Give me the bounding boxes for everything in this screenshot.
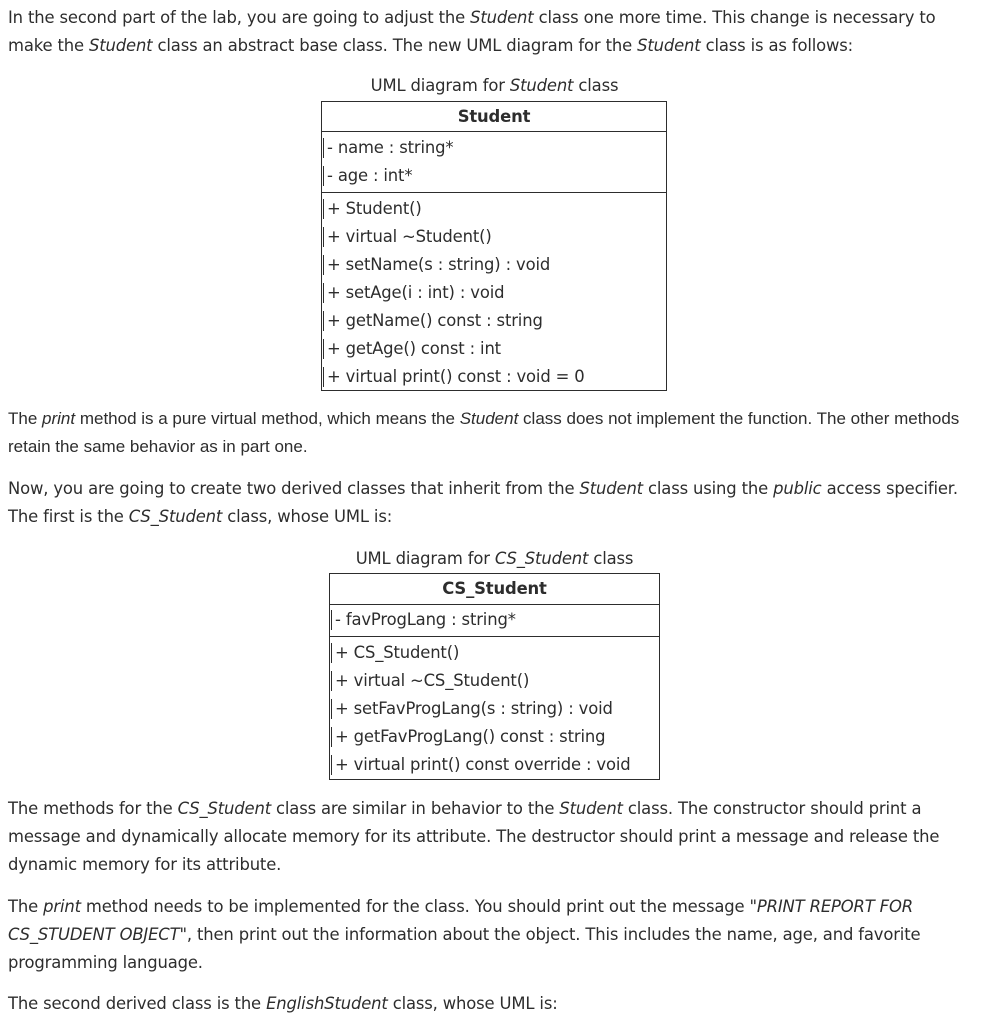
- cs-print-note-paragraph: The print method needs to be implemented for the class. You should print out the message "PRINT REPORT FOR CS_STUDENT OBJECT", then print out the information about the object. This includes the name, age, and favorite programming language.: [8, 897, 921, 972]
- uml-method: + setFavProgLang(s : string) : void: [333, 695, 659, 723]
- derived-intro-italic-student: Student: [579, 479, 643, 498]
- uml-method: + virtual print() const override : void: [333, 751, 659, 779]
- uml-attribute: - favProgLang : string*: [333, 606, 659, 634]
- derived-intro-paragraph: Now, you are going to create two derived classes that inherit from the Student class using the public access specifier. The first is the CS_Student class, whose UML is:: [8, 479, 958, 526]
- print-note-italic-print: print: [42, 409, 76, 428]
- cs-student-uml-diagram: [329, 573, 660, 780]
- cs-methods-note-italic-cs-student: CS_Student: [177, 799, 271, 818]
- student-uml-caption-class: Student: [509, 76, 574, 95]
- print-note-italic-student: Student: [459, 409, 519, 428]
- student-uml-attributes: [322, 132, 666, 193]
- intro-text-3: class an abstract base class. The new UML diagram for the: [152, 36, 638, 55]
- derived-intro-italic-public: public: [773, 479, 822, 498]
- uml-method: + setAge(i : int) : void: [325, 279, 666, 307]
- cs-student-uml-caption-class: CS_Student: [494, 549, 589, 568]
- cs-student-uml-attributes: [330, 605, 659, 637]
- cs-methods-note-paragraph: The methods for the CS_Student class are similar in behavior to the Student class. The constructor should print a message and dynamically allocate memory for its attribute. The destructor should print a message and release the dynamic memory for its attribute.: [8, 799, 940, 874]
- cs-student-uml-class-name: CS_Student: [330, 574, 659, 605]
- uml-method: + virtual print() const : void = 0: [325, 363, 666, 391]
- intro-text-4: class is as follows:: [700, 36, 854, 55]
- cs-methods-note-italic-student: Student: [559, 799, 623, 818]
- student-uml-class-name: Student: [322, 102, 666, 132]
- second-derived-paragraph: The second derived class is the EnglishStudent class, whose UML is:: [8, 994, 558, 1013]
- student-uml-diagram: [321, 101, 667, 391]
- intro-text-2: class one more time. This change is necessary to make the: [8, 8, 936, 55]
- intro-text-1: In the second part of the lab, you are going to adjust the: [8, 8, 471, 27]
- cs-print-note-italic-print: print: [43, 897, 81, 916]
- student-uml-methods: [322, 193, 666, 391]
- intro-italic-student-1: Student: [470, 8, 534, 27]
- uml-method: + getName() const : string: [325, 307, 666, 335]
- uml-method: + getFavProgLang() const : string: [333, 723, 659, 751]
- uml-method: + virtual ~Student(): [325, 223, 666, 251]
- cs-student-uml-caption: UML diagram for CS_Student class: [355, 549, 634, 568]
- derived-intro-italic-cs-student: CS_Student: [128, 507, 223, 526]
- intro-italic-student-2: Student: [88, 36, 153, 55]
- uml-attribute: - age : int*: [325, 162, 666, 190]
- uml-method: + setName(s : string) : void: [325, 251, 666, 279]
- print-note-paragraph: The print method is a pure virtual method, which means the Student class does not implement the function. The other methods retain the same behavior as in part one.: [8, 409, 960, 456]
- uml-attribute: - name : string*: [325, 134, 666, 162]
- cs-print-note-italic-message: "PRINT REPORT FOR CS_STUDENT OBJECT": [8, 897, 913, 944]
- uml-method: + Student(): [325, 195, 666, 223]
- second-derived-italic-english-student: EnglishStudent: [266, 994, 388, 1013]
- student-uml-caption: UML diagram for Student class: [370, 76, 619, 95]
- cs-student-uml-methods: [330, 637, 659, 779]
- uml-method: + virtual ~CS_Student(): [333, 667, 659, 695]
- uml-method: + getAge() const : int: [325, 335, 666, 363]
- intro-italic-student-3: Student: [637, 36, 701, 55]
- uml-method: + CS_Student(): [333, 639, 659, 667]
- intro-paragraph: [8, 4, 980, 60]
